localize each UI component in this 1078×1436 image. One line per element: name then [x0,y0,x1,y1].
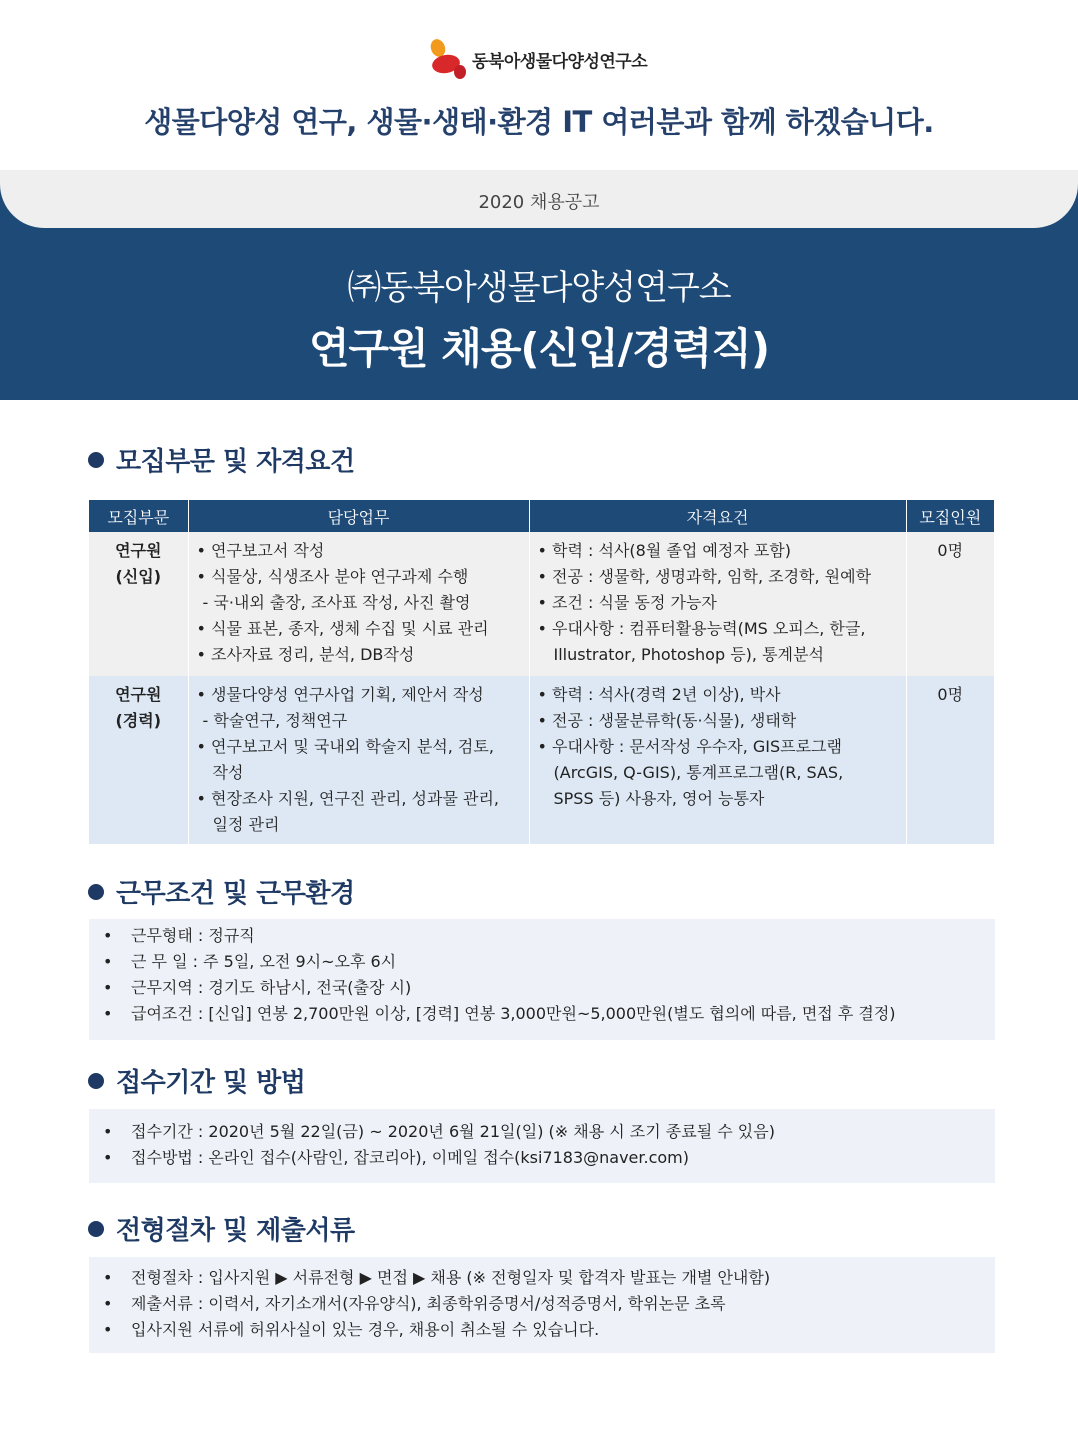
list-item: • 접수기간 : 2020년 5월 22일(금) ~ 2020년 6월 21일(일) (※ 채용 시 조기 종료될 수 있음) [89,1119,995,1145]
section-process-heading: 전형절차 및 제출서류 [88,1210,355,1247]
section-work-heading: 근무조건 및 근무환경 [88,873,355,910]
header-cell: 자격요건 [529,500,906,532]
header-cell: 담당업무 [188,500,529,532]
work-conditions-box [89,919,995,1040]
bullet-dot-icon [88,1221,104,1237]
process-box [89,1257,995,1353]
list-item: • 전형절차 : 입사지원 ▶ 서류전형 ▶ 면접 ▶ 채용 (※ 전형일자 및 합격자 발표는 개별 안내함) [89,1265,995,1291]
bullet-dot-icon [88,1073,104,1089]
list-item: • 근무형태 : 정규직 [89,923,995,949]
list-item: • 근 무 일 : 주 5일, 오전 9시~오후 6시 [89,949,995,975]
header-area [0,0,1078,170]
logo [424,36,647,82]
table-row [89,532,994,676]
count-cell: 0명 [906,532,994,676]
list-item: • 제출서류 : 이력서, 자기소개서(자유양식), 최종학위증명서/성적증명서, 학위논문 초록 [89,1291,995,1317]
quals-cell: • 학력 : 석사(8월 졸업 예정자 포함) • 전공 : 생물학, 생명과학, 임학, 조경학, 원예학 • 조건 : 식물 동정 가능자 • 우대사항 : 컴퓨터활용능력(MS 오피스, 한글, Illustrator, Photoshop 등), 통계분석 [529,532,906,676]
slogan: 생물다양성 연구, 생물·생태·환경 IT 여러분과 함께 하겠습니다. [144,105,934,139]
list-item: • 접수방법 : 온라인 접수(사람인, 잡코리아), 이메일 접수(ksi7183@naver.com) [89,1145,995,1171]
requirements-table [89,500,994,844]
logo-icon [424,36,470,82]
bullet-dot-icon [88,884,104,900]
duties-cell: • 생물다양성 연구사업 기획, 제안서 작성 - 학술연구, 정책연구 • 연구보고서 및 국내외 학술지 분석, 검토, 작성 • 현장조사 지원, 연구진 관리, 성과물 관리, 일정 관리 [188,676,529,844]
section-apply-heading: 접수기간 및 방법 [88,1062,305,1099]
count-cell: 0명 [906,676,994,844]
table-row [89,676,994,844]
quals-cell: • 학력 : 석사(경력 2년 이상), 박사 • 전공 : 생물분류학(동·식물), 생태학 • 우대사항 : 문서작성 우수자, GIS프로그램 (ArcGIS, Q-GIS), 통계프로그램(R, SAS, SPSS 등) 사용자, 영어 능통자 [529,676,906,844]
company-name: ㈜동북아생물다양성연구소 [347,268,731,308]
category-cell: 연구원 (경력) [89,676,188,844]
year-strip [0,170,1078,228]
table-header-row [89,500,994,532]
list-item: • 급여조건 : [신입] 연봉 2,700만원 이상, [경력] 연봉 3,000만원~5,000만원(별도 협의에 따름, 면접 후 결정) [89,1001,995,1027]
bullet-dot-icon [88,452,104,468]
list-item: • 입사지원 서류에 허위사실이 있는 경우, 채용이 취소될 수 있습니다. [89,1317,995,1343]
header-cell: 모집부문 [89,500,188,532]
duties-cell: • 연구보고서 작성 • 식물상, 식생조사 분야 연구과제 수행 - 국·내외 출장, 조사표 작성, 사진 촬영 • 식물 표본, 종자, 생체 수집 및 시료 관리 • 조사자료 정리, 분석, DB작성 [188,532,529,676]
category-cell: 연구원 (신입) [89,532,188,676]
list-item: • 근무지역 : 경기도 하남시, 전국(출장 시) [89,975,995,1001]
section-recruit-heading: 모집부문 및 자격요건 [88,441,355,478]
logo-text: 동북아생물다양성연구소 [472,51,648,72]
year-label: 2020 채용공고 [478,192,600,213]
banner [0,170,1078,400]
apply-box [89,1109,995,1183]
page-title: 연구원 채용(신입/경력직) [308,324,770,373]
header-cell: 모집인원 [906,500,994,532]
